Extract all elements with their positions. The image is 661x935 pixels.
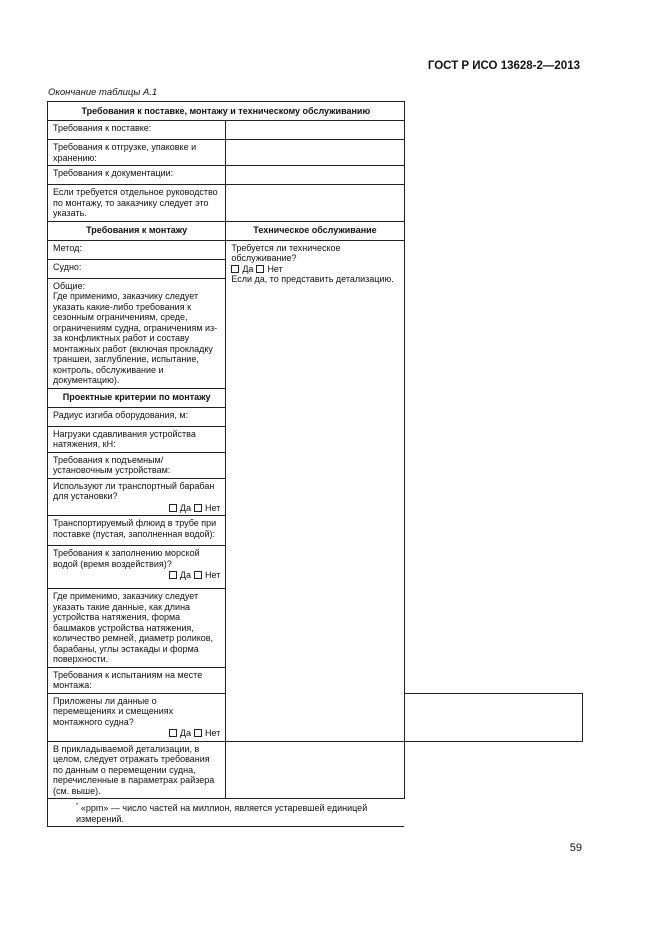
table-caption: Окончание таблицы А.1 (48, 87, 158, 98)
no-label: Нет (205, 502, 221, 513)
documentation-label: Требования к документации: (48, 166, 226, 185)
yes-label: Да (179, 728, 191, 738)
shipping-value[interactable] (226, 140, 404, 166)
checkbox-no[interactable] (194, 571, 202, 579)
general-label: Общие: (53, 280, 86, 291)
document-header: ГОСТ Р ИСО 13628-2—2013 (427, 60, 580, 72)
checkbox-no[interactable] (194, 504, 202, 512)
no-label: Нет (205, 570, 221, 580)
equipment-note: Где применимо, заказчику следует указать такие данные, как длина устройства натяжения, форма башмаков устройства натяжения, количество ремней, диаметр роликов, барабаны, углы эстакады и форма поверхности. (48, 589, 226, 668)
delivery-label: Требования к поставке: (48, 121, 226, 140)
requirements-table (47, 101, 583, 827)
footnote-mark: * (76, 803, 79, 809)
reel-yes-no (53, 503, 220, 514)
footnote (48, 799, 405, 827)
manual-note: Если требуется отдельное руководство по монтажу, то заказчику следует это указать. (48, 185, 226, 222)
vessel-label: Судно: (48, 259, 226, 278)
flooding-yes-no (53, 570, 220, 581)
crush-loads-label: Нагрузки сдавливания устройства натяжения, кН: (48, 426, 226, 452)
motion-yes-no (53, 728, 220, 739)
maintenance-yes-no (231, 264, 398, 275)
checkbox-yes[interactable] (231, 265, 239, 273)
delivery-value[interactable] (226, 121, 404, 140)
yes-label: Да (179, 502, 191, 513)
method-label: Метод: (48, 240, 226, 259)
design-criteria-title: Проектные критерии по монтажу (48, 388, 226, 407)
motion-question: Приложены ли данные о перемещениях и смещениях монтажного судна? (53, 695, 174, 727)
maintenance-question: Требуется ли техническое обслуживание? (231, 242, 341, 263)
page-number: 59 (569, 842, 582, 854)
motion-value[interactable] (404, 693, 582, 741)
motion-note: В прикладываемой детализации, в целом, следует отражать требования по данным о перемещении судна, перечисленные в параметрах райзера (см. выше). (48, 741, 226, 799)
checkbox-yes[interactable] (169, 729, 177, 737)
checkbox-no[interactable] (194, 729, 202, 737)
yes-label: Да (242, 263, 254, 274)
shipping-label: Требования к отгрузке, упаковке и хранению: (48, 140, 226, 166)
flooding-question-cell (48, 546, 226, 589)
footnote-text: «ppm» — число частей на миллион, является устаревшей единицей измерений. (76, 803, 368, 824)
reel-question: Используют ли транспортный барабан для установки? (53, 480, 215, 501)
reel-question-cell (48, 478, 226, 516)
fluid-label: Транспортируемый флюид в трубе при поставке (пустая, заполненная водой): (48, 516, 226, 546)
no-label: Нет (267, 263, 283, 274)
maintenance-note: Если да, то представить детализацию. (231, 274, 394, 284)
checkbox-yes[interactable] (169, 504, 177, 512)
maintenance-title: Техническое обслуживание (226, 221, 404, 240)
no-label: Нет (205, 728, 221, 738)
documentation-value[interactable] (226, 166, 404, 185)
site-tests-label: Требования к испытаниям на месте монтажа: (48, 667, 226, 693)
lifting-label: Требования к подъемным/установочным устройствам: (48, 452, 226, 478)
manual-value[interactable] (226, 185, 404, 222)
motion-question-cell (48, 693, 226, 741)
yes-label: Да (179, 570, 191, 580)
section-title-delivery: Требования к поставке, монтажу и техническому обслуживанию (48, 102, 405, 121)
general-cell (48, 278, 226, 388)
general-text: Где применимо, заказчику следует указать какие-либо требования к сезонным ограничениям, среде, ограничениям судна, ограничениям из-за конфликтных работ и составу монтажных работ (включая прокладку траншеи, заглубление, испытание, контроль, обслуживание и документацию). (53, 291, 218, 385)
flooding-question: Требования к заполнению морской водой (время воздействия)? (53, 548, 200, 569)
checkbox-no[interactable] (256, 265, 264, 273)
checkbox-yes[interactable] (169, 571, 177, 579)
bend-radius-label: Радиус изгиба оборудования, м: (48, 407, 226, 426)
maintenance-cell (226, 240, 404, 741)
install-title: Требования к монтажу (48, 221, 226, 240)
motion-note-value[interactable] (226, 741, 404, 799)
